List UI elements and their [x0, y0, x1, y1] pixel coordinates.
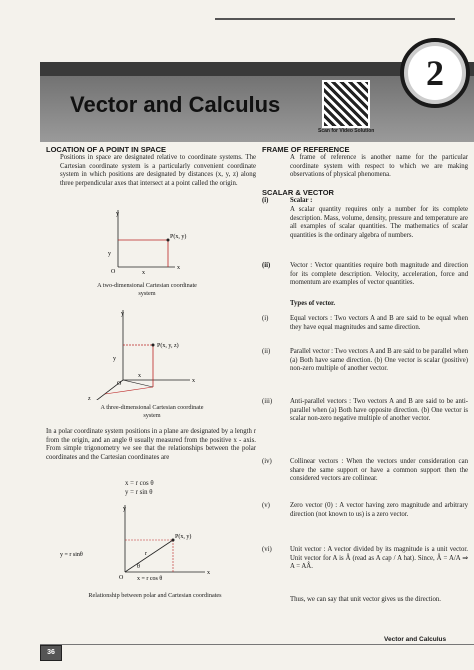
- axis-x3-label: x: [192, 378, 195, 384]
- axis-y-label: y: [116, 211, 119, 217]
- scalar-paragraph: A scalar quantity requires only a number for its complete description. Mass, volume, density, pressure and temperature are all examples of scalar quantities. The mathematics of scalar quantities is the ordinary algebra of numbers.: [290, 206, 468, 239]
- x3-coord-label: x: [138, 373, 141, 379]
- caption-polar: Relationship between polar and Cartesian coordinates: [88, 592, 222, 599]
- axis-y3-label: y: [121, 311, 124, 317]
- polar-r: r: [145, 551, 147, 557]
- list-item-antiparallel: Anti-parallel vectors : Two vectors A and B are said to be anti-parallel when (a) Both have opposite direction. (b) One vector is scalar non-zero negative multiple of another vector.: [290, 398, 468, 423]
- caption-2d: A two-dimensional Cartesian coordinate system: [97, 282, 197, 297]
- unit-vector-conclusion: Thus, we can say that unit vector gives us the direction.: [290, 596, 442, 603]
- list-item-unit: Unit vector : A vector divided by its magnitude is a unit vector. Unit vector for A is Â (read as A cap / A hat). Since, Â = A/A ⇒ A = AÂ.: [290, 546, 468, 571]
- list-item-num: (v): [262, 502, 270, 509]
- qr-code-icon: [322, 80, 370, 128]
- list-item-num: (iv): [262, 458, 272, 465]
- page-number: 36: [40, 645, 62, 661]
- item-i-num: (i): [262, 197, 269, 204]
- polar-point-label: P(x, y): [175, 534, 192, 540]
- types-heading: Types of vector.: [290, 300, 336, 307]
- item-ii-num: (ii): [262, 262, 271, 269]
- footer-rule: [40, 644, 474, 645]
- polar-y-axis: y: [123, 506, 126, 512]
- point-2d-label: P(x, y): [170, 234, 187, 240]
- vector-paragraph: Vector : Vector quantities require both magnitude and direction for its complete description. Velocity, acceleration, force and momentum are examples of vector quantities.: [290, 262, 468, 287]
- polar-origin: O: [119, 575, 124, 581]
- scalar-heading: Scalar :: [290, 197, 313, 204]
- polar-theta: θ: [137, 564, 140, 570]
- section-heading-frame: FRAME OF REFERENCE: [262, 145, 350, 154]
- cartesian-3d-figure: [85, 305, 200, 400]
- section-heading-scalar-vector: SCALAR & VECTOR: [262, 188, 334, 197]
- y3-coord-label: y: [113, 356, 116, 362]
- qr-caption: Scan for Video Solution: [318, 128, 375, 134]
- frame-paragraph: A frame of reference is another name for the particular coordinate system with respect to which we are making observations of physical phenomena.: [290, 154, 468, 179]
- cartesian-2d-figure: [100, 205, 200, 277]
- equation-y: y = r sin θ: [125, 489, 153, 496]
- location-paragraph: Positions in space are designated relative to coordinate systems. The Cartesian coordinate system is a particularly convenient coordinate system in which positions are designated by distances (x, y, z) along three perpendicular axes that intersect at a point called the origin.: [60, 154, 256, 187]
- chapter-number: 2: [400, 38, 470, 108]
- axis-z-label: z: [88, 396, 91, 400]
- footer-title: Vector and Calculus: [384, 636, 447, 643]
- caption-3d: A three-dimensional Cartesian coordinate system: [100, 404, 204, 419]
- polar-paragraph: In a polar coordinate system positions in a plane are designated by a length r from the origin, and an angle θ usually measured from the positive x - axis. From simple trigonometry we see that the relationships between the polar coordinates and the Cartesian coordinates are: [46, 428, 256, 461]
- list-item-zero: Zero vector (0) : A vector having zero magnitude and arbitrary direction (not known to us) is a zero vector.: [290, 502, 468, 518]
- axis-x-label: x: [177, 265, 180, 271]
- list-item-equal: Equal vectors : Two vectors A and B are said to be equal when they have equal magnitudes and same direction.: [290, 315, 468, 331]
- y-coord-label: y: [108, 251, 111, 257]
- polar-x-axis: x: [207, 570, 210, 576]
- polar-figure: [55, 500, 215, 585]
- list-item-num: (vi): [262, 546, 272, 553]
- list-item-num: (i): [262, 315, 269, 322]
- top-rule: [215, 18, 455, 20]
- list-item-collinear: Collinear vectors : When the vectors under consideration can share the same support or have a common support then the considered vectors are collinear.: [290, 458, 468, 483]
- chapter-title: Vector and Calculus: [70, 92, 281, 117]
- polar-xlab: x = r cos θ: [137, 576, 163, 582]
- list-item-num: (ii): [262, 348, 271, 355]
- section-heading-location: LOCATION OF A POINT IN SPACE: [46, 145, 166, 154]
- x-coord-label: x: [142, 270, 145, 276]
- polar-ylab: y = r sinθ: [60, 552, 83, 558]
- origin3-label: O: [117, 381, 122, 387]
- point-3d-label: P(x, y, z): [157, 343, 179, 349]
- equation-x: x = r cos θ: [125, 480, 154, 487]
- list-item-num: (iii): [262, 398, 273, 405]
- list-item-parallel: Parallel vector : Two vectors A and B are said to be parallel when (a) Both have same direction. (b) One vector is scalar (positive) non-zero multiple of another vector.: [290, 348, 468, 373]
- origin-label: O: [111, 269, 116, 275]
